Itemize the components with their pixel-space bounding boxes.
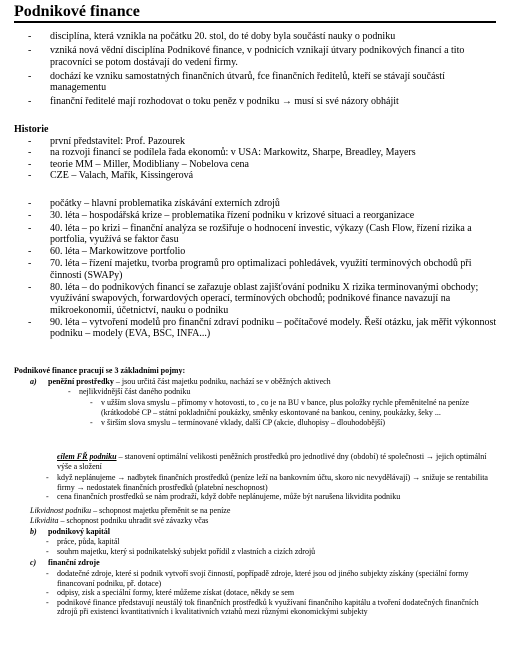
- list-item: - cena finančních prostředků se nám prodraží, když dobře neplánujeme, může být narušena likvidita podniku: [46, 492, 496, 502]
- title-underline: [14, 21, 496, 23]
- list-item: - na rozvoji financí se podílela řada ekonomů: v USA: Markowitz, Sharpe, Breadley, Mayers: [32, 147, 500, 158]
- item-letter-c: c): [30, 558, 37, 567]
- list-item: - 60. léta – Markowitzove portfolio: [32, 246, 500, 257]
- section-heading-history: Historie: [14, 124, 49, 135]
- list-item: - podnikové finance představují neustálý tok finančních prostředků k využívaní finančního kapitálu a tvoření dodatečných finančních zdrojů při existenci kvantitativních i kvalitativních vztahů mezi různými ekonomickými subjekty: [46, 598, 486, 617]
- concept-a-text: – jsou určitá část majetku podniku, nachází se v oběžných aktivech: [113, 377, 331, 386]
- list-item: - finanční ředitelé mají rozhodovat o toku peněz v podniku → musí si své názory obhájit: [32, 96, 500, 107]
- liquidity-definition: [30, 516, 208, 526]
- list-item: - teorie MM – Miller, Modibliany – Nobelova cena: [32, 159, 500, 170]
- list-item: - počátky – hlavní problematika získávání externích zdrojů: [32, 198, 500, 209]
- illiquidity-text: – schopnost majetku přeměnit se na peníze: [91, 506, 231, 515]
- list-item: - dodatečné zdroje, které si podnik vytvoří svojí činností, popřípadě zdroje, které jsou od jiného subjekty získány (speciální formy financovaní podniku, př. dotace): [46, 569, 486, 588]
- illiquidity-term: Likvidnost podniku: [30, 506, 92, 515]
- list-item: - dochází ke vzniku samostatných finančních útvarů, fce finančních ředitelů, kteří se stávají součástí managementu: [32, 71, 500, 94]
- list-item: - v širším slova smyslu – termínované vklady, další CP (akcie, dluhopisy – dlouhodobější): [90, 418, 495, 428]
- list-item: - v užším slova smyslu – přímomy v hotovosti, to , co je na BU v bance, plus položky rychle přeměnitelné na peníze (krátkodobé CP – státní pokladniční poukázky, směnky eskontované na bankou, ceniny, poukázky, šeky ...: [90, 398, 495, 417]
- list-item: - vzniká nová vědní disciplína Podnikové finance, v podnicích vznikají útvary podnikových financí a tito pracovníci se potom dostávají do vedení firmy.: [32, 45, 500, 68]
- concept-b-list: [46, 537, 496, 556]
- concept-b-term: podnikový kapitál: [48, 527, 111, 536]
- intro-list: [32, 31, 500, 111]
- concept-a-list: [68, 387, 496, 397]
- liquidity-text: – schopnost podniku uhradit své závazky včas: [58, 516, 209, 525]
- list-item: - 90. léta – vytvoření modelů pro finanční zdraví podniku – počítačové modely. Řeší otázku, jak měřit výkonnost podniku – modely (EVA, BSC, INFA...): [32, 317, 500, 340]
- concept-a: [48, 377, 496, 387]
- goal-list: [46, 473, 496, 502]
- list-item: - 30. léta – hospodářská krize – problematika řízení podniku v krizové situaci a reorganizace: [32, 210, 500, 221]
- list-item: - 80. léta – do podnikových financí se zařazuje oblast zajišťování podniku X rizika terminovanými obchody; využívání swapových, forwardových operací, termínových obchodů; podnikové finance navazují na mikroekonomii, účetnictví, nauku o podniku: [32, 282, 500, 316]
- item-letter-a: a): [30, 377, 37, 386]
- item-letter-b: b): [30, 527, 37, 536]
- list-item: - souhrn majetku, který si podnikatelský subjekt pořídil z vlastních a cizích zdrojů: [46, 547, 496, 557]
- history-periods-list: [32, 198, 500, 341]
- liquidity-term: Likvidita: [30, 516, 59, 525]
- list-item: - když neplánujeme → nadbytek finančních prostředků (peníze leží na bankovním účtu, skoro nic nevydělávají) → snižuje se rentabilita firmy → nedostatek finančních prostředků (platební neschopnost): [46, 473, 496, 492]
- list-item: - práce, půda, kapitál: [46, 537, 496, 547]
- concept-a-term: peněžní prostředky: [48, 377, 114, 386]
- list-item: - CZE – Valach, Mařík, Kissingerová: [32, 170, 500, 181]
- list-item: - první představitel: Prof. Pazourek: [32, 136, 500, 147]
- goal-text: – stanovení optimální velikosti peněžních prostředků pro jednotlivé dny (období) té společnosti → jejich optimální výše a složení: [57, 452, 487, 471]
- list-item: - 70. léta – řízení majetku, tvorba programů pro optimalizaci pohledávek, využití terminových obchodů při činnosti (SWAPy): [32, 258, 500, 281]
- list-item: - nejlikvidnější část daného podniku: [68, 387, 496, 397]
- list-item: - odpisy, zisk a speciální formy, které můžeme získat (dotace, někdy se sem: [46, 588, 486, 598]
- goal-paragraph: [46, 452, 496, 471]
- list-item: - disciplína, která vznikla na počátku 20. stol, do té doby byla součástí nauky o podniku: [32, 31, 500, 42]
- concept-c-term: finanční zdroje: [48, 558, 100, 567]
- page-title: Podnikové finance: [14, 3, 140, 20]
- concept-c-list: [46, 569, 486, 617]
- concepts-heading: Podnikové finance pracují se 3 základními pojmy:: [14, 366, 186, 375]
- history-people-list: [32, 136, 500, 181]
- list-item: - 40. léta – po krizi – finanční analýza se rozšiřuje o hodnocení investic, výkazy (Cash Flow, řízení rizika a portfolia, využívá se faktor času: [32, 223, 500, 246]
- goal-term: cílem FŘ podniku: [57, 452, 117, 461]
- illiquidity-definition: [30, 506, 230, 516]
- concept-a-sublist: [90, 398, 495, 428]
